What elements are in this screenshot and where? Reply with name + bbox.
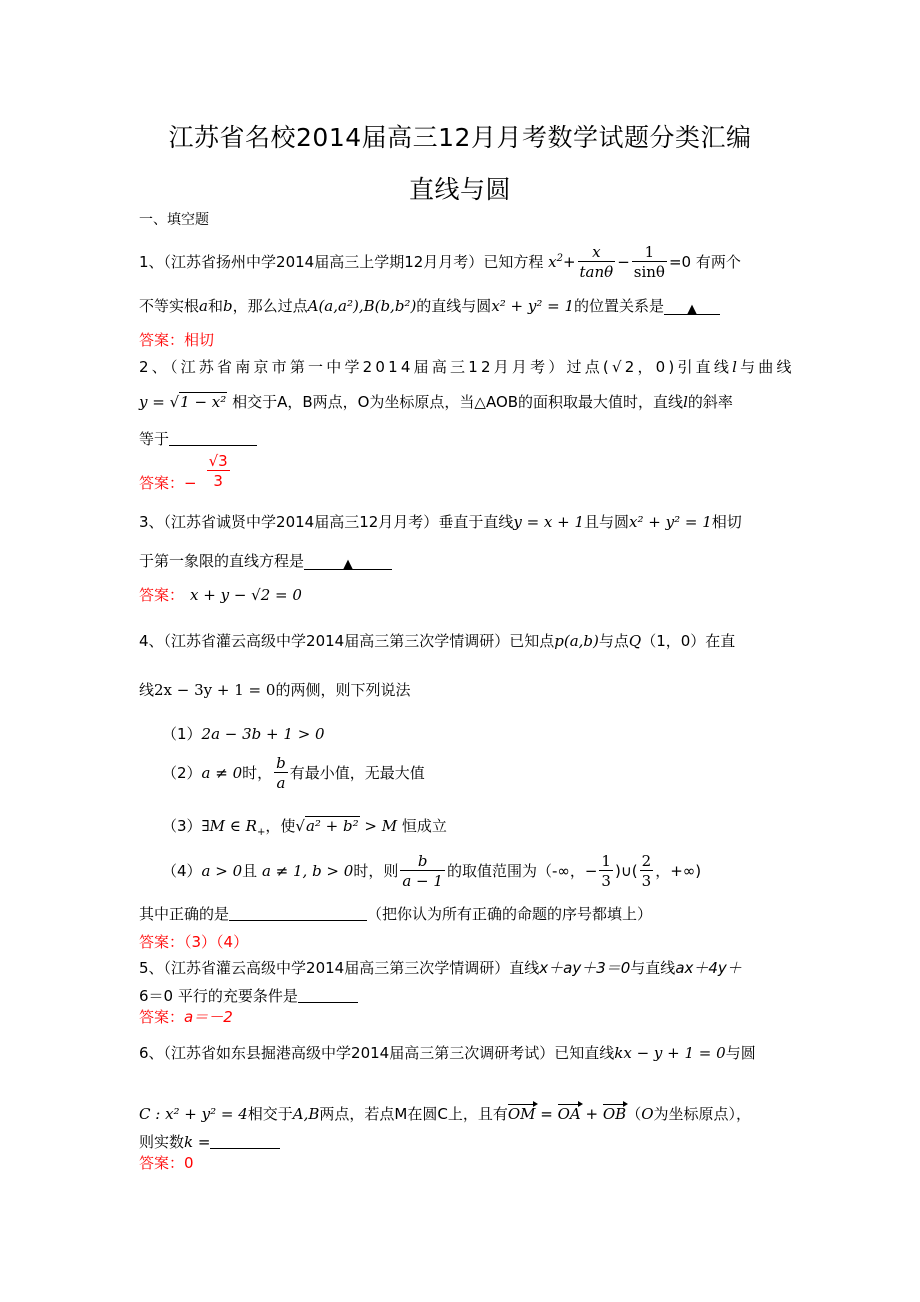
document-subtitle: 直线与圆 bbox=[408, 175, 511, 204]
triangle-marker-icon: ▲ bbox=[343, 557, 354, 572]
option-4 bbox=[162, 852, 701, 891]
question-source: （江苏省灌云高级中学2014届高三第三次学情调研） bbox=[163, 959, 510, 977]
option-text: 的取值范围为（-∞，− bbox=[446, 862, 598, 880]
question-4-closing bbox=[139, 902, 652, 924]
section-heading: 一、填空题 bbox=[139, 212, 209, 228]
question-text: 两点，若点M在圆C上，且有 bbox=[319, 1105, 508, 1123]
question-6-line-1 bbox=[139, 1043, 756, 1063]
question-text: 于第一象限的直线方程是 bbox=[139, 552, 305, 570]
question-text: 不等实根 bbox=[139, 297, 200, 315]
question-number: 2、 bbox=[139, 358, 170, 376]
vector-om: OM bbox=[508, 1102, 536, 1124]
question-text: 其中正确的是 bbox=[139, 905, 230, 923]
question-source: （江苏省诚贤中学2014届高三12月月考） bbox=[163, 513, 439, 531]
question-number: 6、 bbox=[139, 1044, 164, 1062]
answer-value: （3）（4） bbox=[184, 933, 249, 951]
question-source: （江苏省灌云高级中学2014届高三第三次学情调研） bbox=[163, 632, 510, 650]
question-2-line-3 bbox=[139, 427, 257, 449]
question-3-line-1 bbox=[139, 512, 742, 532]
option-cond: a > 0 bbox=[201, 862, 243, 880]
question-number: 5、 bbox=[139, 959, 164, 977]
math-point: p(a,b) bbox=[554, 632, 599, 650]
math-point: Q bbox=[628, 632, 642, 650]
option-expr: 2a − 3b + 1 > 0 bbox=[201, 725, 325, 743]
question-6-line-3 bbox=[139, 1130, 280, 1152]
option-text: 且 bbox=[242, 862, 258, 880]
math-line: kx − y + 1 = 0 bbox=[614, 1044, 726, 1062]
answer-label: 答案： bbox=[139, 474, 185, 492]
vector-oa: OA bbox=[558, 1102, 581, 1124]
math-sqrt: √a² + b² bbox=[295, 817, 359, 835]
answer-blank[interactable] bbox=[229, 904, 367, 921]
option-3 bbox=[162, 816, 447, 843]
answer-value: a＝－2 bbox=[184, 1008, 233, 1026]
question-number: 3、 bbox=[139, 513, 164, 531]
math-circle: x² + y² = 1 bbox=[491, 297, 575, 315]
math-curve: y = bbox=[139, 393, 170, 411]
math-var: l bbox=[732, 358, 741, 376]
math-var: k bbox=[184, 1133, 194, 1151]
question-number: 1、 bbox=[139, 253, 164, 271]
question-2-line-2 bbox=[139, 392, 733, 412]
question-text: 线 bbox=[139, 681, 155, 699]
question-text: 的两侧，则下列说法 bbox=[275, 681, 411, 699]
question-text: ，那么过点 bbox=[232, 297, 308, 315]
question-1-line-1: 1、（江苏省扬州中学2014届高三上学期12月月考）已知方程 $x^2+$ $\frac{x}{\tan\theta}$ − $\frac{1}{\sin\theta}$ =0 有两个 bbox=[139, 243, 741, 281]
fraction-2-3: $\frac{2}{3}$ bbox=[641, 852, 652, 890]
math-points: A,B bbox=[292, 1105, 320, 1123]
question-6-line-2: C : x² + y² = 4相交于A,B两点，若点M在圆C上，且有OM = OA + OB（O为坐标原点）， bbox=[139, 1102, 751, 1124]
document-title: 江苏省名校2014届高三12月月考数学试题分类汇编 bbox=[168, 123, 752, 152]
option-expr: ∃M ∈ R bbox=[201, 817, 257, 835]
answer-sign: − bbox=[184, 474, 197, 492]
option-label: （2） bbox=[162, 764, 202, 782]
question-text: 相切 bbox=[711, 513, 742, 531]
fraction-b-a: $\frac{b}{a}$ bbox=[276, 754, 286, 792]
question-text: 与直线 bbox=[630, 959, 676, 977]
math-sqrt: √1 − x² bbox=[169, 393, 227, 411]
math-circle: x² + y² = 1 bbox=[629, 513, 712, 531]
option-text: ，+∞) bbox=[655, 862, 702, 880]
fraction-1-3: $\frac{1}{3}$ bbox=[601, 852, 611, 890]
option-text: 时，则 bbox=[353, 862, 399, 880]
answer-value: x + y − √2 = 0 bbox=[190, 586, 302, 604]
math-var: a bbox=[199, 297, 208, 315]
question-5-line-1 bbox=[139, 958, 742, 978]
option-text: ，使 bbox=[265, 817, 296, 835]
question-text: 已知直线 bbox=[554, 1044, 615, 1062]
option-label: （1） bbox=[162, 725, 202, 743]
question-text: 且与圆 bbox=[584, 513, 630, 531]
question-text: （1，0）在直 bbox=[641, 632, 736, 650]
question-text: （ bbox=[626, 1105, 642, 1123]
question-4-line-1 bbox=[139, 631, 735, 651]
question-1-line-2 bbox=[139, 296, 720, 316]
fraction-x-tan: $\frac{x}{\tan\theta}$ bbox=[579, 243, 614, 281]
answer-label: 答案： bbox=[139, 331, 185, 349]
question-text: （把你认为所有正确的命题的序号都填上） bbox=[367, 905, 653, 923]
math-circle: C : x² + y² = 4 bbox=[139, 1105, 248, 1123]
question-text: = bbox=[193, 1133, 211, 1151]
answer-blank[interactable] bbox=[664, 298, 720, 315]
question-text: 和 bbox=[207, 297, 223, 315]
math-points: A(a,a²),B(b,b²) bbox=[307, 297, 417, 315]
math-line: ax＋4y＋ bbox=[675, 959, 742, 977]
math-line: y = x + 1 bbox=[513, 513, 585, 531]
answer-blank[interactable] bbox=[298, 986, 358, 1003]
option-text: 恒成立 bbox=[401, 817, 447, 835]
option-cond: a ≠ 1, b > 0 bbox=[261, 862, 354, 880]
question-2-answer bbox=[139, 452, 232, 491]
answer-fraction: $\frac{√3}{3}$ bbox=[208, 452, 228, 490]
question-2-line-1 bbox=[139, 357, 795, 377]
question-text: 6＝0 平行的充要条件是 bbox=[139, 987, 298, 1005]
math-line: x＋ay＋3＝0 bbox=[539, 959, 631, 977]
question-number: 4、 bbox=[139, 632, 164, 650]
option-label: （4） bbox=[162, 862, 202, 880]
question-text: 的位置关系是 bbox=[574, 297, 665, 315]
question-text: 过点(√2，0)引直线 bbox=[566, 358, 733, 376]
question-6-answer bbox=[139, 1153, 194, 1173]
question-text: 已知点 bbox=[509, 632, 555, 650]
question-source: （江苏省南京市第一中学2014届高三12月月考） bbox=[169, 358, 567, 376]
answer-blank[interactable] bbox=[304, 553, 392, 570]
question-text: 相交于A，B两点，O为坐标原点，当△AOB的面积取最大值时，直线 bbox=[232, 393, 684, 411]
option-cond: a ≠ 0 bbox=[201, 764, 243, 782]
option-text: )∪( bbox=[614, 862, 638, 880]
answer-label: 答案： bbox=[139, 586, 185, 604]
question-1-answer bbox=[139, 330, 214, 350]
option-expr: > M bbox=[359, 817, 398, 835]
question-source: （江苏省扬州中学2014届高三上学期12月月考） bbox=[163, 253, 484, 271]
question-text: 相交于 bbox=[247, 1105, 293, 1123]
option-text: 时， bbox=[242, 764, 273, 782]
math-var: b bbox=[222, 297, 233, 315]
question-text: =0 有两个 bbox=[668, 253, 741, 271]
question-text: 的斜率 bbox=[687, 393, 733, 411]
question-text: 与点 bbox=[598, 632, 629, 650]
answer-label: 答案： bbox=[139, 933, 185, 951]
answer-blank[interactable] bbox=[169, 429, 257, 446]
question-3-answer bbox=[139, 585, 302, 605]
question-text: 则实数 bbox=[139, 1133, 185, 1151]
question-text: 为坐标原点）， bbox=[653, 1105, 752, 1123]
question-text: 的直线与圆 bbox=[416, 297, 492, 315]
question-text: 等于 bbox=[139, 430, 170, 448]
option-1 bbox=[162, 724, 325, 744]
question-text: 垂直于直线 bbox=[438, 513, 514, 531]
question-5-answer bbox=[139, 1007, 233, 1027]
question-text: 与曲线 bbox=[740, 358, 795, 376]
fraction-1-sin: $\frac{1}{\sin\theta}$ bbox=[633, 243, 665, 281]
vector-ob: OB bbox=[603, 1102, 626, 1124]
answer-label: 答案： bbox=[139, 1008, 185, 1026]
question-text: 直线 bbox=[509, 959, 540, 977]
question-text: 与圆 bbox=[725, 1044, 756, 1062]
question-4-line-2 bbox=[139, 680, 410, 700]
math-x: $x^2$ bbox=[548, 253, 563, 271]
option-text: 有最小值，无最大值 bbox=[289, 764, 425, 782]
answer-label: 答案： bbox=[139, 1154, 185, 1172]
fraction-b-a-minus-1: $\frac{b}{a - 1}$ bbox=[402, 852, 443, 890]
answer-value: 0 bbox=[184, 1154, 194, 1172]
answer-value: 相切 bbox=[184, 331, 215, 349]
question-5-line-2 bbox=[139, 984, 358, 1006]
question-4-answer bbox=[139, 932, 248, 952]
math-line: 2x − 3y + 1 = 0 bbox=[154, 681, 276, 699]
option-2 bbox=[162, 754, 425, 793]
option-label: （3） bbox=[162, 817, 202, 835]
question-source: （江苏省如东县掘港高级中学2014届高三第三次调研考试） bbox=[163, 1044, 555, 1062]
math-var: O bbox=[641, 1105, 654, 1123]
question-3-line-2 bbox=[139, 551, 392, 571]
math-var: l bbox=[683, 393, 688, 411]
subscript: + bbox=[256, 827, 266, 838]
question-text: 已知方程 bbox=[483, 253, 544, 271]
answer-blank[interactable] bbox=[210, 1132, 280, 1149]
triangle-marker-icon: ▲ bbox=[687, 302, 698, 317]
